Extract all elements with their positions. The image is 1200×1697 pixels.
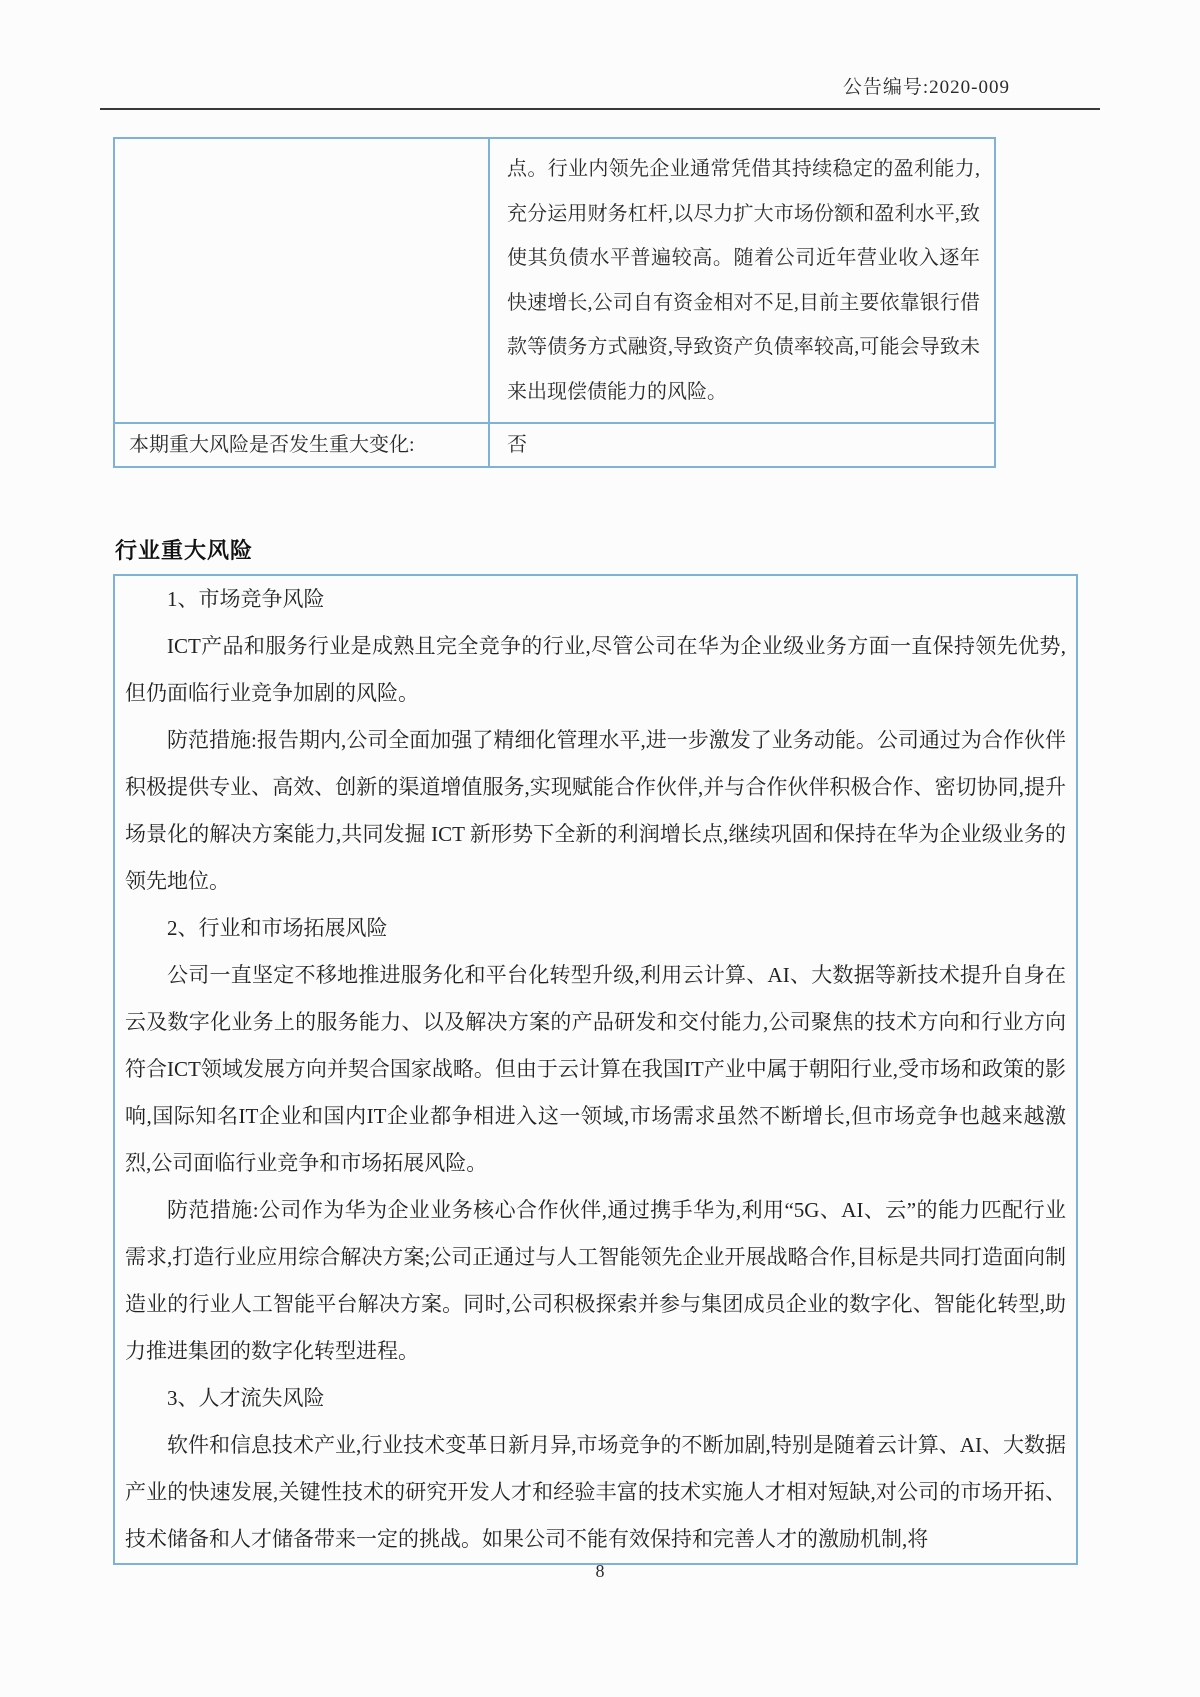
notice-number: 公告编号:2020-009 — [842, 77, 1010, 98]
table-cell-value: 点。行业内领先企业通常凭借其持续稳定的盈利能力,充分运用财务杠杆,以尽力扩大市场份额和盈利水平,致使其负债水平普遍较高。随着公司近年营业收入逐年快速增长,公司自有资金相对不足,目前主要依靠银行借款等债务方式融资,导致资产负债率较高,可能会导致未来出现偿债能力的风险。 — [489, 138, 995, 423]
section-title: 行业重大风险 — [115, 538, 254, 563]
header-divider — [100, 108, 1100, 110]
table-cell-label: 本期重大风险是否发生重大变化: — [114, 423, 489, 467]
paragraph: 公司一直坚定不移地推进服务化和平台化转型升级,利用云计算、AI、大数据等新技术提升自身在云及数字化业务上的服务能力、以及解决方案的产品研发和交付能力,公司聚焦的技术方向和行业方向符合ICT领域发展方向并契合国家战略。但由于云计算在我国IT产业中属于朝阳行业,受市场和政策的影响,国际知名IT企业和国内IT企业都争相进入这一领域,市场需求虽然不断增长,但市场竞争也越来越激烈,公司面临行业竞争和市场拓展风险。 — [125, 963, 1066, 1175]
table-cell-value: 否 — [489, 423, 995, 467]
paragraph: ICT产品和服务行业是成熟且完全竞争的行业,尽管公司在华为企业级业务方面一直保持领先优势,但仍面临行业竞争加剧的风险。 — [125, 634, 1066, 705]
risk-summary-table — [113, 137, 996, 468]
paragraph: 软件和信息技术产业,行业技术变革日新月异,市场竞争的不断加剧,特别是随着云计算、AI、大数据产业的快速发展,关键性技术的研究开发人才和经验丰富的技术实施人才相对短缺,对公司的市场开拓、技术储备和人才储备带来一定的挑战。如果公司不能有效保持和完善人才的激励机制,将 — [125, 1433, 1066, 1551]
page-number: 8 — [595, 1561, 605, 1581]
paragraph: 2、行业和市场拓展风险 — [167, 916, 388, 940]
page-footer — [0, 1561, 1200, 1582]
paragraph: 3、人才流失风险 — [167, 1386, 325, 1410]
industry-risk-box — [113, 574, 1078, 1565]
table-cell-label — [114, 138, 489, 423]
table-row — [114, 138, 995, 423]
table-row — [114, 423, 995, 467]
paragraph: 1、市场竞争风险 — [167, 587, 325, 611]
page-header — [0, 76, 1200, 100]
paragraph: 防范措施:公司作为华为企业业务核心合作伙伴,通过携手华为,利用“5G、AI、云”的能力匹配行业需求,打造行业应用综合解决方案;公司正通过与人工智能领先企业开展战略合作,目标是共同打造面向制造业的行业人工智能平台解决方案。同时,公司积极探索并参与集团成员企业的数字化、智能化转型,助力推进集团的数字化转型进程。 — [125, 1198, 1066, 1363]
paragraph: 防范措施:报告期内,公司全面加强了精细化管理水平,进一步激发了业务动能。公司通过为合作伙伴积极提供专业、高效、创新的渠道增值服务,实现赋能合作伙伴,并与合作伙伴积极合作、密切协同,提升场景化的解决方案能力,共同发掘 ICT 新形势下全新的利润增长点,继续巩固和保持在华为企业级业务的领先地位。 — [125, 728, 1066, 893]
